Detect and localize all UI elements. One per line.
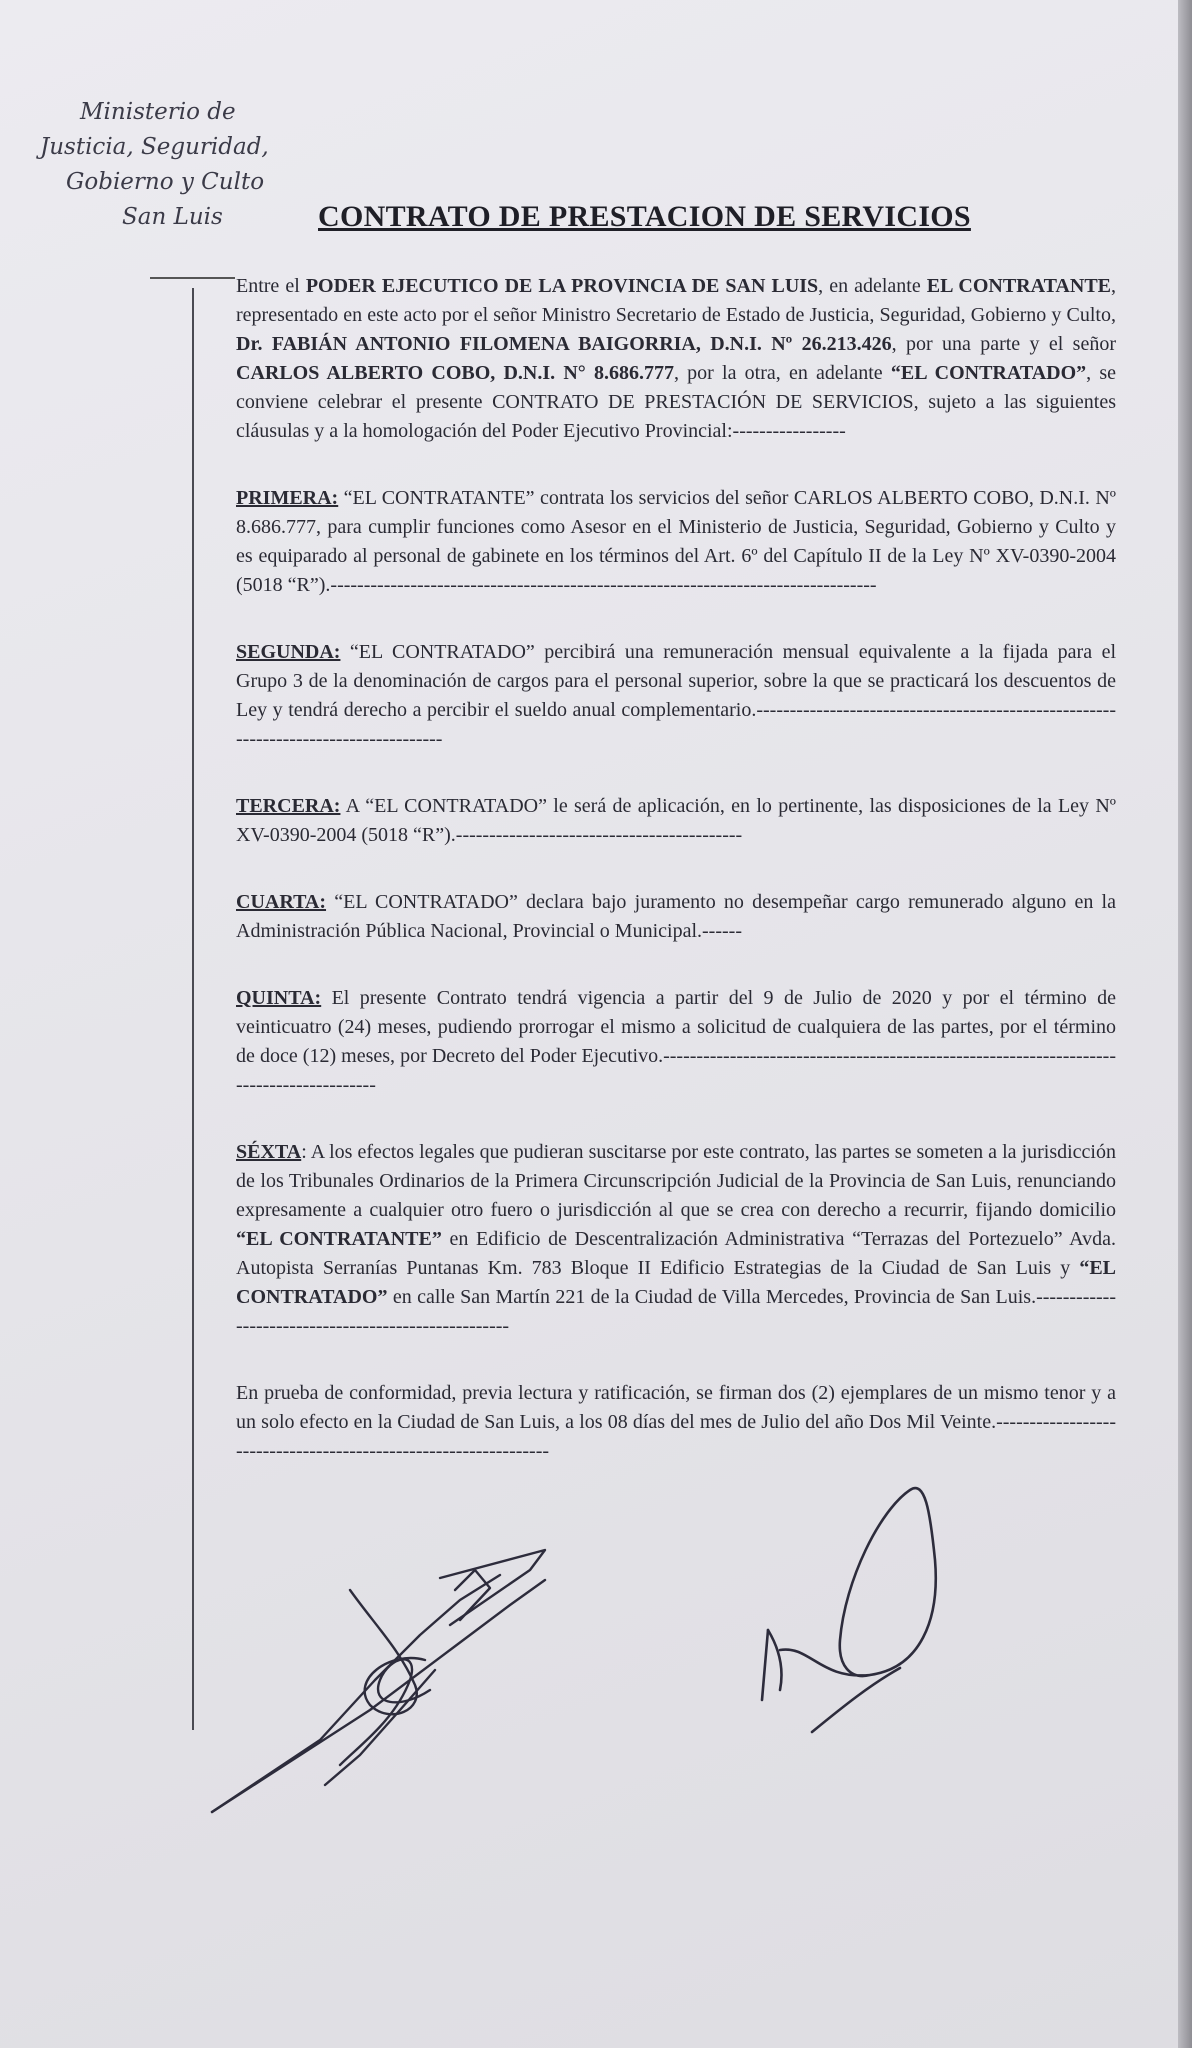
ministry-letterhead xyxy=(40,95,330,235)
intro-text-1: Entre el xyxy=(236,275,306,297)
intro-bold-1: PODER EJECUTICO DE LA PROVINCIA DE SAN LUIS xyxy=(305,275,819,297)
intro-text-3: , representado en este acto por el señor Ministro Secretario de Estado de Justicia, Seguridad, Gobierno y Culto, xyxy=(236,275,1117,326)
left-margin-line xyxy=(192,288,194,1730)
left-signature xyxy=(200,1530,570,1820)
clause-cuarta xyxy=(236,888,1116,946)
clause-quinta-text: El presente Contrato tendrá vigencia a partir del 9 de Julio de 2020 y por el término de veinticuatro (24) meses, pudiendo prorrogar el mismo a solicitud de cualquiera de las partes, por el término de doce (12) meses, por Decreto del Poder Ejecutivo.----------------------------------------------------------------------------------------- xyxy=(236,987,1116,1096)
letterhead-line-3: Gobierno y Culto xyxy=(66,169,265,195)
intro-bold-2: EL CONTRATANTE xyxy=(926,275,1112,297)
clause-primera xyxy=(236,484,1116,600)
closing-paragraph: En prueba de conformidad, previa lectura y ratificación, se firman dos (2) ejemplares de un mismo tenor y a un solo efecto en la Ciudad de San Luis, a los 08 días del mes de Julio del año Dos Mil Veinte.----------------------------------------------------------------- xyxy=(236,1382,1116,1462)
clause-sexta-text-1: : A los efectos legales que pudieran suscitarse por este contrato, las partes se someten a la jurisdicción de los Tribunales Ordinarios de la Primera Circunscripción Judicial de la Provincia de San Luis, renunciando expresamente a cualquier otro fuero o jurisdicción al que se crea con derecho a recurrir, fijando domicilio xyxy=(236,1141,1116,1221)
clause-primera-text: “EL CONTRATANTE” contrata los servicios del señor CARLOS ALBERTO COBO, D.N.I. Nº 8.686.777, para cumplir funciones como Asesor en el Ministerio de Justicia, Seguridad, Gobierno y Culto y es equiparado al personal de gabinete en los términos del Art. 6º del Capítulo II de la Ley Nº XV-0390-2004 (5018 “R”).---------------------------------------------------------------------------------- xyxy=(236,487,1116,596)
clause-cuarta-label: CUARTA: xyxy=(236,891,327,913)
clause-segunda xyxy=(236,638,1116,754)
clause-tercera xyxy=(236,792,1116,850)
intro-paragraph xyxy=(236,272,1116,446)
right-signature xyxy=(750,1470,970,1750)
intro-bold-5: “EL CONTRATADO” xyxy=(890,362,1087,384)
intro-bold-4: CARLOS ALBERTO COBO, D.N.I. N° 8.686.777 xyxy=(236,362,674,384)
contract-body xyxy=(236,272,1116,1504)
letterhead-line-4: San Luis xyxy=(122,204,223,230)
clause-tercera-label: TERCERA: xyxy=(236,795,341,817)
intro-text-2: , en adelante xyxy=(818,275,927,297)
letterhead-rule xyxy=(150,277,235,279)
intro-text-4: , por una parte y el señor xyxy=(891,333,1116,355)
clause-cuarta-text: “EL CONTRATADO” declara bajo juramento no desempeñar cargo remunerado alguno en la Administración Pública Nacional, Provincial o Municipal.------ xyxy=(236,891,1116,942)
intro-text-5: , por la otra, en adelante xyxy=(673,362,891,384)
clause-segunda-label: SEGUNDA: xyxy=(236,641,341,663)
clause-segunda-text: “EL CONTRATADO” percibirá una remuneración mensual equivalente a la fijada para el Grupo 3 de la denominación de cargos para el personal superior, sobre la que se practicará los descuentos de Ley y tendrá derecho a percibir el sueldo anual complementario.------------------------------------------------------------------------------------- xyxy=(236,641,1116,750)
page-edge-shadow xyxy=(1178,0,1192,2048)
clause-sexta-text-3: en calle San Martín 221 de la Ciudad de Villa Mercedes, Provincia de San Luis.----------------------------------------------------- xyxy=(236,1286,1116,1337)
clause-sexta-bold-1: “EL CONTRATANTE” xyxy=(236,1228,442,1250)
letterhead-line-2: Justicia, Seguridad, xyxy=(40,134,269,160)
clause-quinta-label: QUINTA: xyxy=(236,987,322,1009)
clause-sexta-text-2: en Edificio de Descentralización Administrativa “Terrazas del Portezuelo” Avda. Autopista Serranías Puntanas Km. 783 Bloque II Edificio Estrategias de la Ciudad de San Luis y xyxy=(236,1228,1117,1279)
clause-tercera-text: A “EL CONTRATADO” le será de aplicación, en lo pertinente, las disposiciones de la Ley Nº XV-0390-2004 (5018 “R”).------------------------------------------- xyxy=(236,795,1116,846)
clause-primera-label: PRIMERA: xyxy=(236,487,339,509)
document-title: CONTRATO DE PRESTACION DE SERVICIOS xyxy=(318,200,971,233)
clause-sexta-bold-2: “EL CONTRATADO” xyxy=(236,1257,1116,1308)
letterhead-line-1: Ministerio de xyxy=(80,99,236,125)
clause-sexta xyxy=(236,1138,1116,1341)
intro-text-6: , se conviene celebrar el presente CONTRATO DE PRESTACIÓN DE SERVICIOS, sujeto a las siguientes cláusulas y a la homologación del Poder Ejecutivo Provincial:----------------- xyxy=(236,362,1116,442)
clause-quinta xyxy=(236,984,1116,1100)
clause-sexta-label: SÉXTA xyxy=(236,1141,302,1163)
intro-bold-3: Dr. FABIÁN ANTONIO FILOMENA BAIGORRIA, D.N.I. Nº 26.213.426 xyxy=(236,333,892,355)
